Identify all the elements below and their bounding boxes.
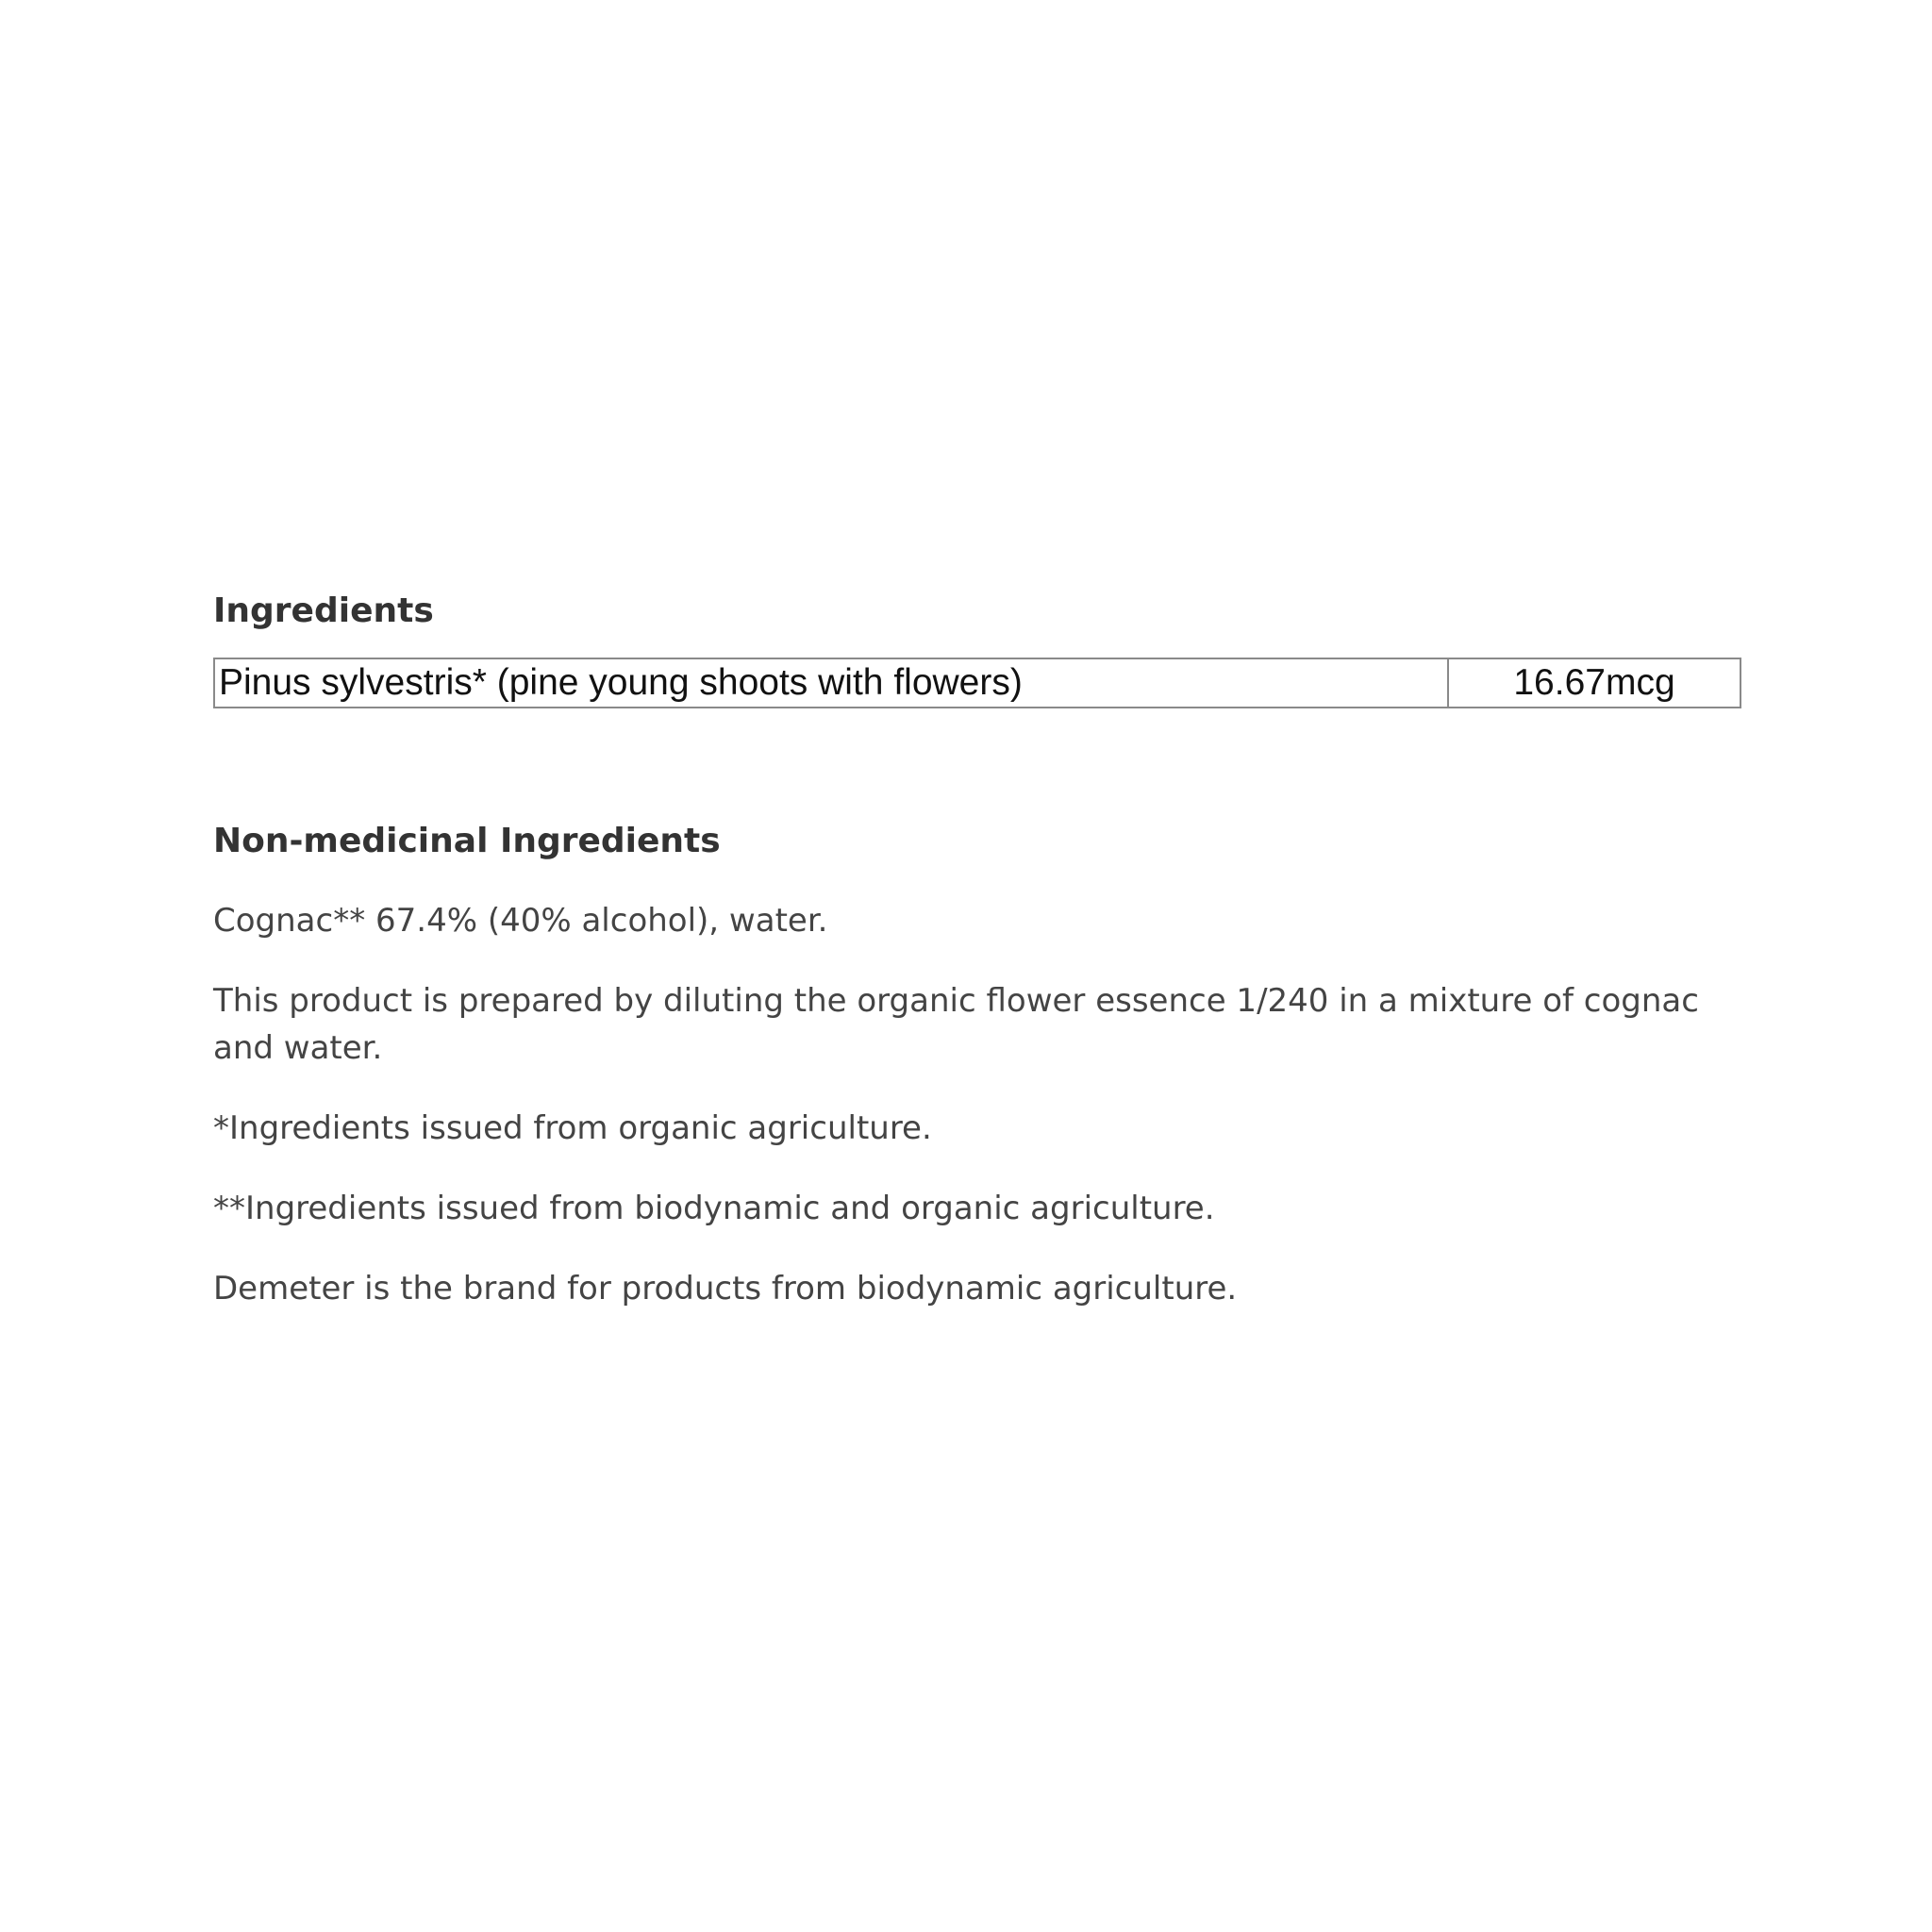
- ingredients-heading: Ingredients: [213, 591, 434, 630]
- product-ingredients-section: [213, 590, 1741, 1312]
- ingredient-name-cell: Pinus sylvestris* (pine young shoots with flowers): [214, 658, 1448, 708]
- biodynamic-footnote: **Ingredients issued from biodynamic and organic agriculture.: [213, 1190, 1215, 1227]
- ingredient-amount-cell: 16.67mcg: [1448, 658, 1740, 708]
- preparation-note: This product is prepared by diluting the organic flower essence 1/240 in a mixture of cognac and water.: [213, 982, 1699, 1067]
- ingredients-table: [213, 658, 1741, 708]
- table-row: [214, 658, 1740, 708]
- organic-footnote: *Ingredients issued from organic agriculture.: [213, 1109, 932, 1147]
- non-medicinal-list: Cognac** 67.4% (40% alcohol), water.: [213, 902, 828, 940]
- non-medicinal-heading: Non-medicinal Ingredients: [213, 822, 721, 860]
- demeter-note: Demeter is the brand for products from biodynamic agriculture.: [213, 1270, 1238, 1307]
